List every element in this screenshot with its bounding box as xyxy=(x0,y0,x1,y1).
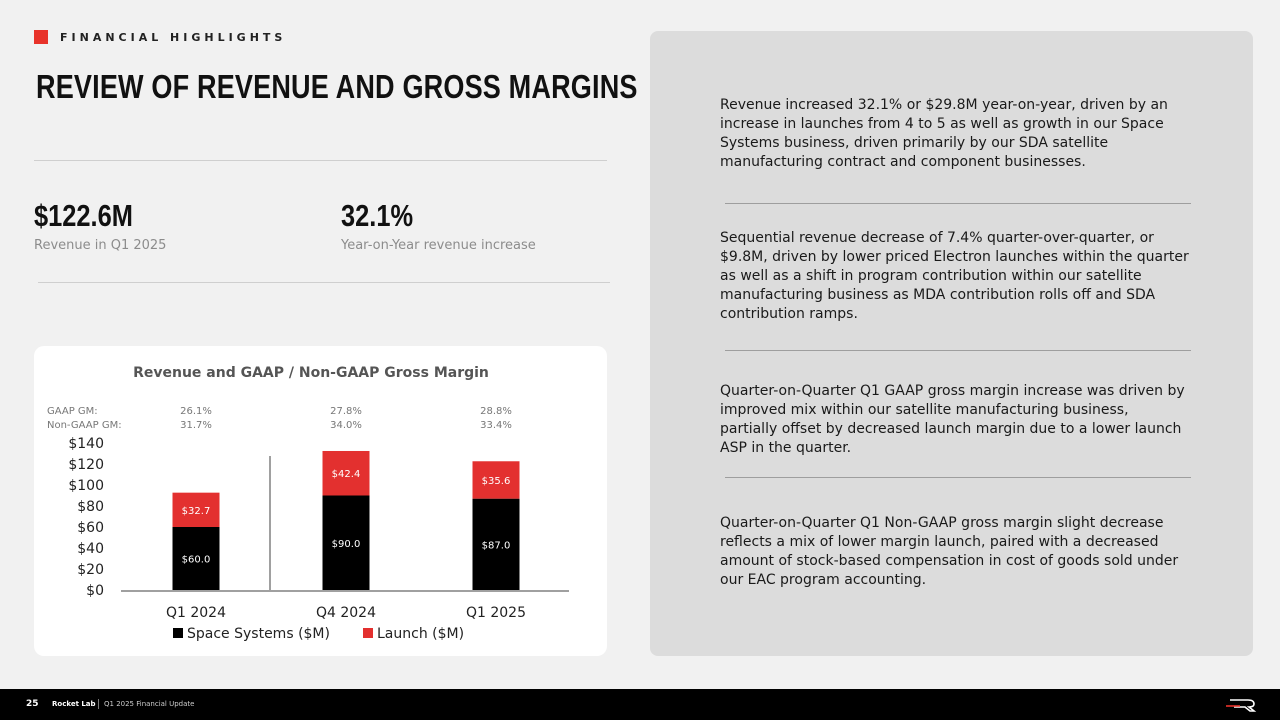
section-marker xyxy=(34,30,48,44)
gaap-gm-value: 26.1% xyxy=(180,406,212,417)
y-tick-label: $40 xyxy=(77,541,104,557)
commentary-paragraph: Quarter-on-Quarter Q1 Non-GAAP gross margin slight decrease reflects a mix of lower margin launch, paired with a decreased amount of stock-based compensation in cost of goods sold under our EAC program accounting. xyxy=(720,515,1179,588)
bar-data-label: $32.7 xyxy=(181,505,211,517)
chart-title: Revenue and GAAP / Non-GAAP Gross Margin xyxy=(133,365,489,381)
panel-divider xyxy=(725,477,1191,478)
section-label xyxy=(34,30,286,44)
bar-data-label: $87.0 xyxy=(481,540,511,552)
y-tick-label: $80 xyxy=(77,499,104,515)
legend-swatch xyxy=(363,628,373,638)
y-tick-label: $120 xyxy=(68,457,104,473)
y-tick-label: $100 xyxy=(68,478,104,494)
company-name: Rocket Lab xyxy=(52,700,96,708)
commentary-paragraph: Quarter-on-Quarter Q1 GAAP gross margin increase was driven by improved mix within our satellite manufacturing business, partially offset by decreased launch margin due to a lower launch ASP in the quarter. xyxy=(720,383,1185,456)
document-title: Q1 2025 Financial Update xyxy=(104,700,195,708)
y-tick-label: $140 xyxy=(68,436,104,452)
y-tick-label: $0 xyxy=(86,583,104,599)
non-gaap-gm-value: 33.4% xyxy=(480,420,512,431)
kpi-yoy-growth xyxy=(341,198,536,253)
chart-card xyxy=(34,346,607,656)
bar-data-label: $90.0 xyxy=(331,538,361,550)
x-tick-label: Q4 2024 xyxy=(315,605,377,621)
rocket-lab-logo-icon xyxy=(1226,697,1258,713)
bar-data-label: $42.4 xyxy=(331,469,361,481)
bar-data-label: $35.6 xyxy=(481,475,511,487)
divider xyxy=(38,282,610,283)
panel-divider xyxy=(725,350,1191,351)
bar-data-label: $60.0 xyxy=(181,554,211,566)
non-gaap-gm-value: 31.7% xyxy=(180,420,212,431)
footer-separator xyxy=(98,699,99,709)
gaap-gm-value: 27.8% xyxy=(330,406,362,417)
non-gaap-gm-label: Non-GAAP GM: xyxy=(47,420,122,431)
commentary-paragraph: Revenue increased 32.1% or $29.8M year-on-year, driven by an increase in launches from 4 to 5 as well as growth in our Space Systems business, driven primarily by our SDA satellite manufacturing contract and component businesses. xyxy=(720,97,1168,170)
commentary-paragraph: Sequential revenue decrease of 7.4% quarter-over-quarter, or $9.8M, driven by lower priced Electron launches within the quarter as well as a shift in program contribution within our satellite manufacturing business as MDA contribution rolls off and SDA contribution ramps. xyxy=(720,230,1189,322)
kpi-value: $122.6M xyxy=(34,198,133,233)
y-tick-label: $20 xyxy=(77,562,104,578)
kpi-value: 32.1% xyxy=(341,198,414,233)
x-tick-label: Q1 2025 xyxy=(465,605,527,621)
footer-bar xyxy=(0,689,1280,720)
section-label-text: FINANCIAL HIGHLIGHTS xyxy=(60,30,287,44)
commentary-panel xyxy=(650,31,1253,656)
divider xyxy=(34,160,607,161)
x-tick-label: Q1 2024 xyxy=(165,605,227,621)
legend-label: Launch ($M) xyxy=(377,626,465,642)
non-gaap-gm-value: 34.0% xyxy=(330,420,362,431)
gaap-gm-label: GAAP GM: xyxy=(47,406,98,417)
kpi-label: Year-on-Year revenue increase xyxy=(341,238,536,253)
page-title: REVIEW OF REVENUE AND GROSS MARGINS xyxy=(36,68,638,105)
kpi-label: Revenue in Q1 2025 xyxy=(34,238,167,253)
revenue-margin-chart xyxy=(34,346,607,656)
y-tick-label: $60 xyxy=(77,520,104,536)
panel-divider xyxy=(725,203,1191,204)
page-number: 25 xyxy=(26,699,39,709)
kpi-revenue xyxy=(34,198,166,253)
legend-label: Space Systems ($M) xyxy=(187,626,330,642)
legend-swatch xyxy=(173,628,183,638)
gaap-gm-value: 28.8% xyxy=(480,406,512,417)
